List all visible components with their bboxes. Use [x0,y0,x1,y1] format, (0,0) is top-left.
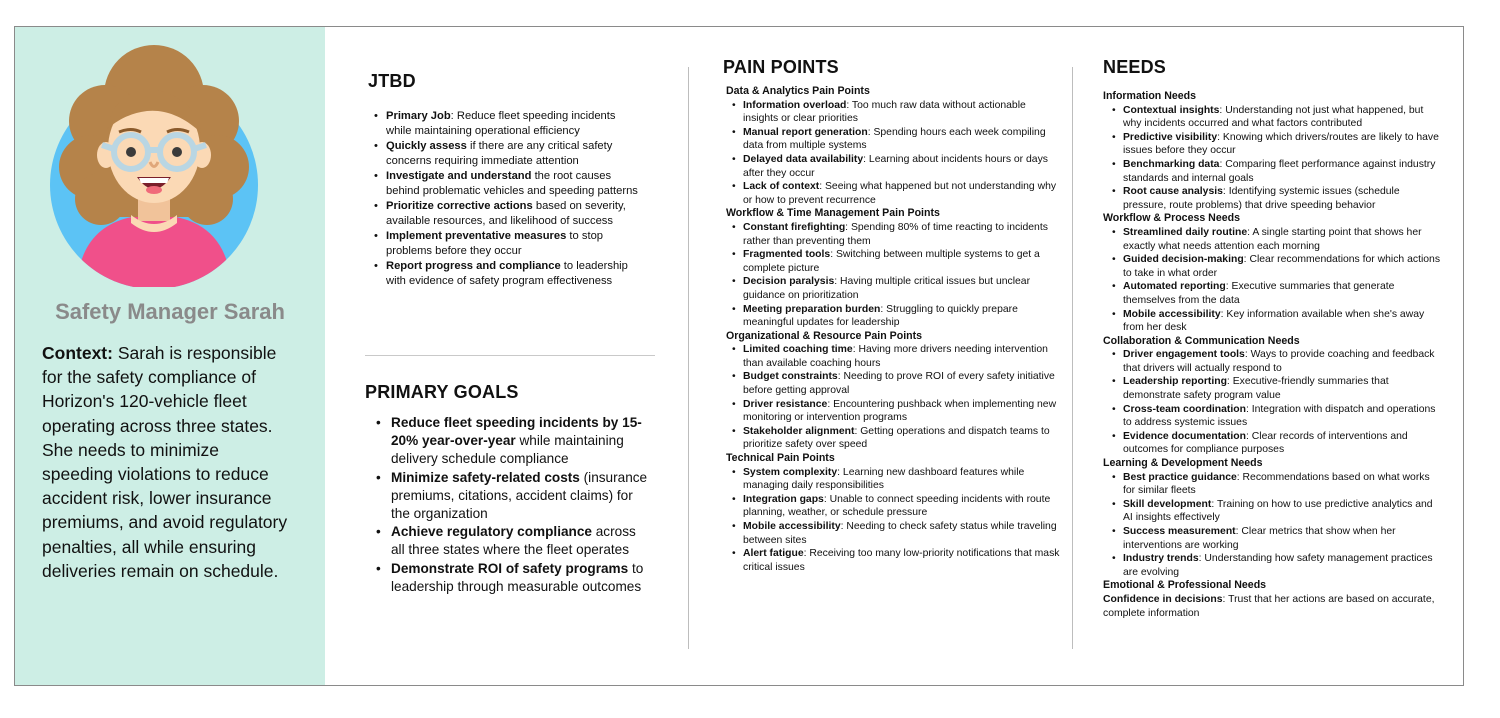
woman-avatar-icon [39,37,269,287]
context-text: Sarah is responsible for the safety compliance of Horizon's 120-vehicle fleet operating across three states. She needs to minimize speeding violations to reduce accident risk, lower insurance premiums, and avoid regulatory penalties, all while ensuring deliveries remain on schedule. [42,343,288,581]
persona-context [42,341,292,583]
group-heading: Learning & Development Needs [1103,457,1263,470]
list-item: • Root cause analysis: Identifying systemic issues (schedule pressure, route problems) that drive speeding behavior [1123,185,1443,212]
list-item: • Demonstrate ROI of safety programs to leadership through measurable outcomes [391,560,650,596]
list-item: • Mobile accessibility: Key information available when she's away from her desk [1123,308,1443,335]
needs-list [1103,471,1443,580]
column-divider [1072,67,1073,649]
list-item: • Predictive visibility: Knowing which drivers/routes are likely to have issues before they occur [1123,131,1443,158]
goals-section [365,382,650,596]
list-item: • Streamlined daily routine: A single starting point that shows her exactly what needs attention each morning [1123,226,1443,253]
column-divider [688,67,689,649]
list-item: • Lack of context: Seeing what happened but not understanding why or how to prevent recurrence [743,180,1063,207]
list-item: • Leadership reporting: Executive-friendly summaries that demonstrate safety program value [1123,375,1443,402]
list-item: • Success measurement: Clear metrics that show when her interventions are working [1123,525,1443,552]
list-item: • Cross-team coordination: Integration with dispatch and operations to address systemic issues [1123,403,1443,430]
needs-body [1103,90,1443,620]
persona-name: Safety Manager Sarah [55,299,285,324]
needs-section [1103,57,1443,620]
list-item: • Fragmented tools: Switching between multiple systems to get a complete picture [743,248,1063,275]
list-item: • Prioritize corrective actions based on severity, available resources, and likelihood of success [386,199,638,229]
list-item: • Investigate and understand the root causes behind problematic vehicles and speeding patterns [386,169,638,199]
needs-list [1103,104,1443,213]
list-item: • Guided decision-making: Clear recommendations for which actions to take in what order [1123,253,1443,280]
pain-list [723,221,1063,330]
pain-points-section [723,57,1063,574]
jtbd-title: JTBD [368,71,416,91]
pain-list [723,343,1063,452]
list-item: • Evidence documentation: Clear records of interventions and outcomes for compliance purposes [1123,430,1443,457]
group-heading: Information Needs [1103,90,1197,102]
list-item: • System complexity: Learning new dashboard features while managing daily responsibilities [743,466,1063,493]
pain-list [723,99,1063,208]
list-item: • Contextual insights: Understanding not just what happened, but why incidents occurred and what factors contributed [1123,104,1443,131]
list-item: • Decision paralysis: Having multiple critical issues but unclear guidance on prioritization [743,275,1063,302]
list-item: • Information overload: Too much raw data without actionable insights or clear priorities [743,99,1063,126]
list-item: • Constant firefighting: Spending 80% of time reacting to incidents rather than preventing them [743,221,1063,248]
list-item: • Benchmarking data: Comparing fleet performance against industry standards and internal goals [1123,158,1443,185]
group-heading: Organizational & Resource Pain Points [726,329,923,342]
needs-list [1103,348,1443,457]
list-item: • Driver engagement tools: Ways to provide coaching and feedback that drivers will actually respond to [1123,348,1443,375]
group-heading: Workflow & Process Needs [1103,212,1240,225]
list-item: • Achieve regulatory compliance across all three states where the fleet operates [391,523,650,559]
list-item: • Budget constraints: Needing to prove ROI of every safety initiative before getting approval [743,370,1063,397]
list-item: • Manual report generation: Spending hours each week compiling data from multiple systems [743,126,1063,153]
list-item: • Skill development: Training on how to use predictive analytics and AI insights effectively [1123,498,1443,525]
list-item: • Report progress and compliance to leadership with evidence of safety program effectiveness [386,259,638,289]
list-item: • Implement preventative measures to stop problems before they occur [386,229,638,259]
list-item: • Best practice guidance: Recommendations based on what works for similar fleets [1123,471,1443,498]
pain-points-title: PAIN POINTS [723,57,839,77]
list-item: • Minimize safety-related costs (insurance premiums, citations, accident claims) for the organization [391,469,650,524]
list-item: • Alert fatigue: Receiving too many low-priority notifications that mask critical issues [743,547,1063,574]
group-heading: Data & Analytics Pain Points [726,85,870,97]
needs-title: NEEDS [1103,57,1167,77]
context-label: Context: [42,343,113,363]
pain-points-body [723,85,1063,574]
group-heading: Workflow & Time Management Pain Points [726,207,940,220]
list-item: • Primary Job: Reduce fleet speeding incidents while maintaining operational efficiency [386,109,638,139]
group-heading: Emotional & Professional Needs [1103,579,1267,592]
persona-card [14,26,1464,686]
list-item: • Limited coaching time: Having more drivers needing intervention than available coaching hours [743,343,1063,370]
list-item: • Stakeholder alignment: Getting operations and dispatch teams to prioritize safety over speed [743,425,1063,452]
group-heading: Technical Pain Points [726,452,835,465]
list-item: • Integration gaps: Unable to connect speeding incidents with route planning, weather, or schedule pressure [743,493,1063,520]
pain-list [723,466,1063,575]
goals-title: PRIMARY GOALS [365,382,519,402]
jtbd-list [368,109,638,289]
goals-list [365,414,650,596]
needs-list [1103,226,1443,335]
list-item: • Mobile accessibility: Needing to check safety status while traveling between sites [743,520,1063,547]
list-item: • Delayed data availability: Learning about incidents hours or days after they occur [743,153,1063,180]
list-item: • Industry trends: Understanding how safety management practices are evolving [1123,552,1443,579]
group-heading: Collaboration & Communication Needs [1103,334,1300,347]
list-item: • Quickly assess if there are any critical safety concerns requiring immediate attention [386,139,638,169]
section-divider [365,355,655,356]
list-item: • Driver resistance: Encountering pushback when implementing new monitoring or intervention programs [743,398,1063,425]
jtbd-section [368,71,638,289]
list-item: • Meeting preparation burden: Struggling to quickly prepare meaningful updates for leadership [743,303,1063,330]
list-item: • Reduce fleet speeding incidents by 15-20% year-over-year while maintaining delivery schedule compliance [391,414,650,469]
list-item: • Automated reporting: Executive summaries that generate themselves from the data [1123,280,1443,307]
persona-panel [15,27,325,685]
emotional-need: Confidence in decisions: Trust that her actions are based on accurate, complete information [1103,593,1435,619]
